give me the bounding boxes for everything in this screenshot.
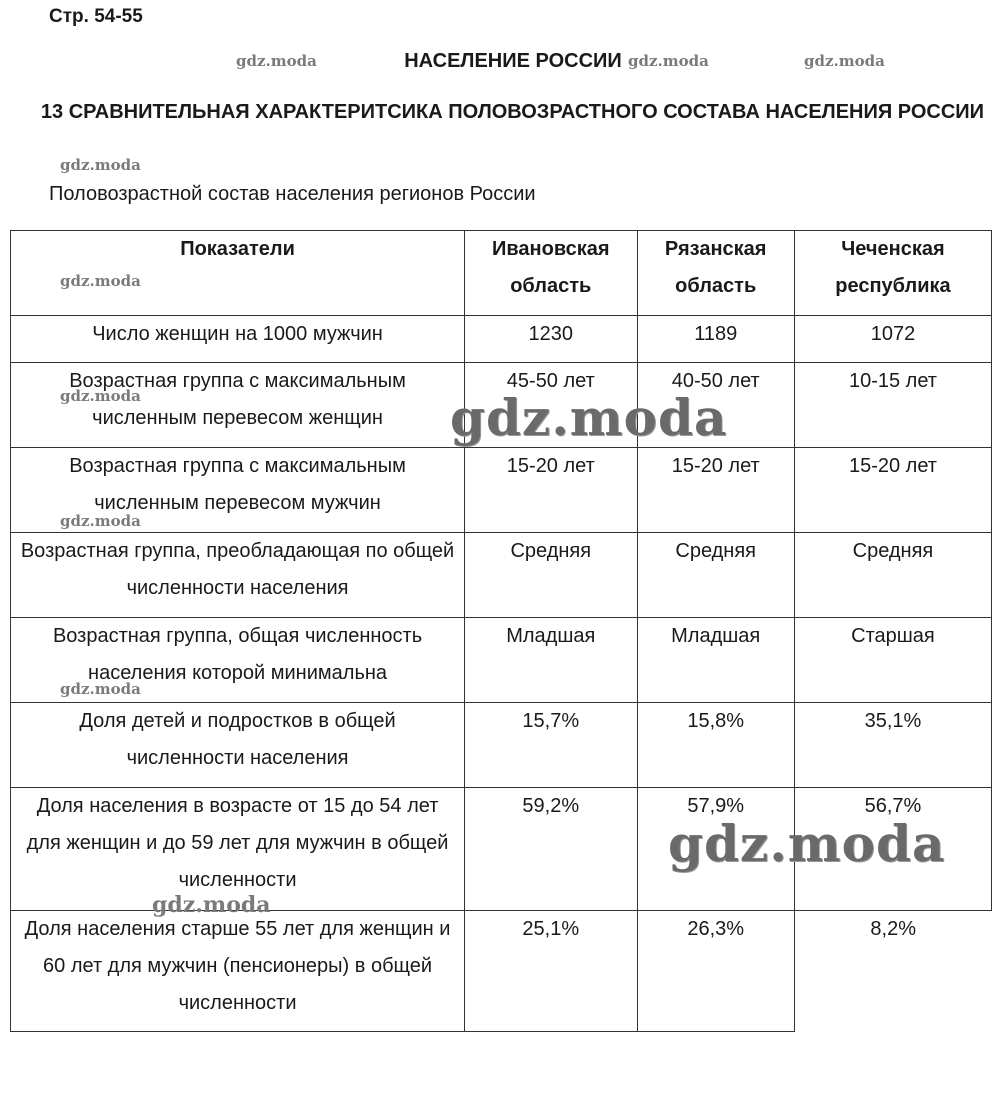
table-row	[11, 703, 992, 788]
value-cell: 10-15 лет	[794, 363, 991, 448]
table-row	[11, 533, 992, 618]
value-cell: Средняя	[465, 533, 637, 618]
value-cell: 1230	[465, 316, 637, 363]
value-cell: 15,7%	[465, 703, 637, 788]
header-indicators: Показатели	[11, 231, 465, 316]
watermark: gdz.moda	[60, 156, 141, 174]
page-reference: Стр. 54-55	[49, 6, 143, 27]
value-cell: 59,2%	[465, 788, 637, 911]
value-cell: 35,1%	[794, 703, 991, 788]
value-cell: 15-20 лет	[794, 448, 991, 533]
watermark: gdz.moda	[60, 512, 141, 530]
header-ivanovo: Ивановская область	[465, 231, 637, 316]
indicator-cell: Доля населения старше 55 лет для женщин и 60 лет для мужчин (пенсионеры) в общей численности	[11, 911, 465, 1032]
population-table	[10, 230, 992, 1032]
indicator-cell: Число женщин на 1000 мужчин	[11, 316, 465, 363]
table-header-row	[11, 231, 992, 316]
value-cell: Младшая	[637, 618, 794, 703]
value-cell: Младшая	[465, 618, 637, 703]
watermark: gdz.moda	[668, 814, 946, 873]
watermark: gdz.moda	[60, 387, 141, 405]
section-title: НАСЕЛЕНИЕ РОССИИ	[404, 50, 622, 72]
indicator-cell: Возрастная группа, преобладающая по общей численности населения	[11, 533, 465, 618]
watermark: gdz.moda	[450, 388, 728, 447]
value-cell: 40-50 лет	[637, 363, 794, 448]
header-ryazan: Рязанская область	[637, 231, 794, 316]
watermark: gdz.moda	[628, 52, 709, 70]
value-cell: 25,1%	[465, 911, 637, 1032]
value-cell: 1189	[637, 316, 794, 363]
watermark: gdz.moda	[236, 52, 317, 70]
indicator-cell: Доля детей и подростков в общей численности населения	[11, 703, 465, 788]
indicator-cell: Возрастная группа с максимальным численным перевесом женщин	[11, 363, 465, 448]
value-cell: Старшая	[794, 618, 991, 703]
indicator-cell: Доля населения в возрасте от 15 до 54 лет для женщин и до 59 лет для мужчин в общей численности	[11, 788, 465, 911]
value-cell: 15,8%	[637, 703, 794, 788]
value-cell: Средняя	[794, 533, 991, 618]
watermark: gdz.moda	[152, 892, 271, 918]
table-caption: Половозрастной состав населения регионов России	[49, 183, 536, 205]
table-row	[11, 316, 992, 363]
value-cell: 56,7%	[794, 788, 991, 911]
value-cell: 26,3%	[637, 911, 794, 1032]
value-cell: 45-50 лет	[465, 363, 637, 448]
watermark: gdz.moda	[60, 272, 141, 290]
indicator-cell: Возрастная группа, общая численность населения которой минимальна	[11, 618, 465, 703]
watermark: gdz.moda	[804, 52, 885, 70]
value-cell: Средняя	[637, 533, 794, 618]
indicator-cell: Возрастная группа с максимальным численным перевесом мужчин	[11, 448, 465, 533]
table-row	[11, 363, 992, 448]
table-row	[11, 448, 992, 533]
table-row	[11, 618, 992, 703]
task-title: 13 СРАВНИТЕЛЬНАЯ ХАРАКТЕРИТСИКА ПОЛОВОЗРАСТНОГО СОСТАВА НАСЕЛЕНИЯ РОССИИ	[40, 101, 985, 123]
value-cell: 8,2%	[794, 911, 991, 1032]
value-cell: 57,9%	[637, 788, 794, 911]
table-row	[11, 788, 992, 911]
value-cell: 1072	[794, 316, 991, 363]
header-chechnya: Чеченская республика	[794, 231, 991, 316]
value-cell: 15-20 лет	[465, 448, 637, 533]
watermark: gdz.moda	[60, 680, 141, 698]
table-row	[11, 911, 992, 1032]
value-cell: 15-20 лет	[637, 448, 794, 533]
